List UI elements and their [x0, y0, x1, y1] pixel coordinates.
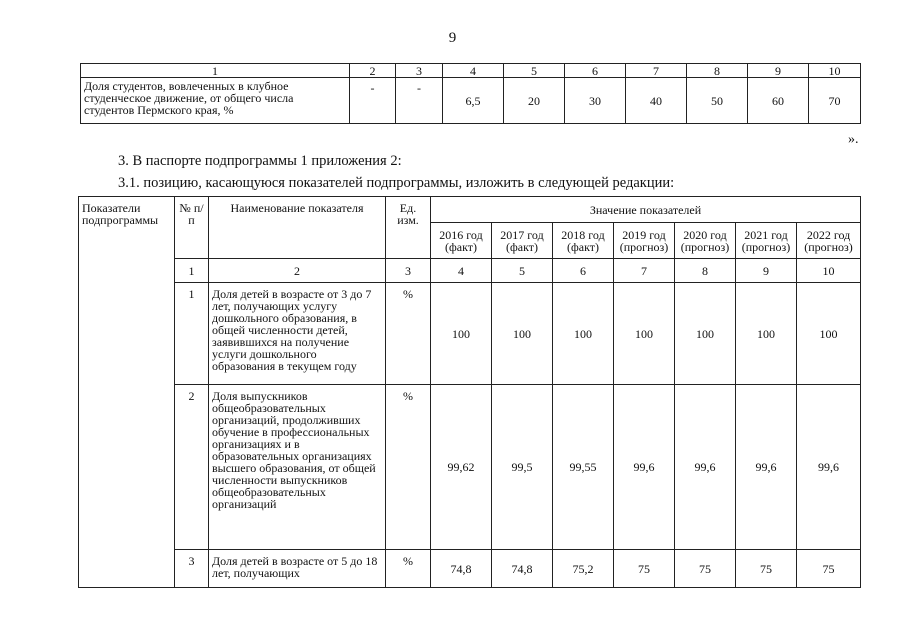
column-number: 3: [386, 259, 431, 283]
indicator-value: 70: [809, 78, 861, 124]
table-row: [79, 550, 861, 588]
column-number: 8: [675, 259, 736, 283]
table-header-row: [81, 64, 861, 78]
indicator-value: 6,5: [443, 78, 504, 124]
column-header-year: 2020 год (прогноз): [675, 223, 736, 259]
indicator-value: 100: [736, 283, 797, 385]
indicator-value: 100: [675, 283, 736, 385]
indicator-value: 75: [675, 550, 736, 588]
table-row: [81, 78, 861, 124]
column-number: 5: [504, 64, 565, 78]
indicator-value: 99,55: [553, 385, 614, 550]
indicator-value: 99,62: [431, 385, 492, 550]
column-number: 1: [175, 259, 209, 283]
indicator-name: Доля детей в возрасте от 3 до 7 лет, получающих услугу дошкольного образования, в общей численности детей, заявившихся на получение услуги дошкольного образования в текущем году: [209, 283, 386, 385]
page-number: 9: [448, 30, 457, 46]
column-header-name: Наименование показателя: [209, 197, 386, 259]
indicator-name: Доля студентов, вовлеченных в клубное студенческое движение, от общего числа студентов Пермского края, %: [81, 78, 350, 124]
column-header-year: 2017 год (факт): [492, 223, 553, 259]
column-number: 9: [748, 64, 809, 78]
indicator-value: 30: [565, 78, 626, 124]
indicator-value: 100: [492, 283, 553, 385]
indicator-value: 99,6: [675, 385, 736, 550]
indicator-value: 74,8: [492, 550, 553, 588]
table-row: [79, 283, 861, 385]
paragraph-3: 3. В паспорте подпрограммы 1 приложения 2:: [118, 153, 402, 169]
indicator-value: 74,8: [431, 550, 492, 588]
indicator-unit: %: [386, 550, 431, 588]
indicator-value: -: [350, 78, 396, 124]
indicator-value: 100: [614, 283, 675, 385]
indicator-value: -: [396, 78, 443, 124]
column-number: 2: [350, 64, 396, 78]
indicator-table-continued: [80, 63, 861, 124]
closing-quote: ».: [848, 132, 859, 147]
column-header-year: 2022 год (прогноз): [797, 223, 861, 259]
column-number: 7: [614, 259, 675, 283]
column-header-year: 2018 год (факт): [553, 223, 614, 259]
column-number: 6: [565, 64, 626, 78]
column-number: 10: [809, 64, 861, 78]
indicator-value: 99,6: [736, 385, 797, 550]
column-header-unit: Ед. изм.: [386, 197, 431, 259]
indicator-unit: %: [386, 283, 431, 385]
indicator-value: 75: [614, 550, 675, 588]
indicator-value: 75: [797, 550, 861, 588]
column-header-values: Значение показателей: [431, 197, 861, 223]
indicator-value: 99,5: [492, 385, 553, 550]
table-numbering-row: [79, 259, 861, 283]
column-number: 6: [553, 259, 614, 283]
indicator-value: 99,6: [614, 385, 675, 550]
indicator-value: 75: [736, 550, 797, 588]
column-number: 7: [626, 64, 687, 78]
column-number: 5: [492, 259, 553, 283]
row-number: 1: [175, 283, 209, 385]
subprogram-indicators-table: [78, 196, 861, 588]
column-number: 1: [81, 64, 350, 78]
section-label: Показатели подпрограммы: [79, 197, 175, 588]
indicator-value: 100: [553, 283, 614, 385]
indicator-value: 50: [687, 78, 748, 124]
indicator-value: 20: [504, 78, 565, 124]
column-number: 3: [396, 64, 443, 78]
indicator-value: 99,6: [797, 385, 861, 550]
column-number: 4: [443, 64, 504, 78]
column-header-number: № п/п: [175, 197, 209, 259]
column-number: 4: [431, 259, 492, 283]
row-number: 2: [175, 385, 209, 550]
column-number: 10: [797, 259, 861, 283]
paragraph-3-1: 3.1. позицию, касающуюся показателей подпрограммы, изложить в следующей редакции:: [118, 175, 675, 191]
table-row: [79, 385, 861, 550]
indicator-unit: %: [386, 385, 431, 550]
indicator-value: 100: [431, 283, 492, 385]
column-header-year: 2016 год (факт): [431, 223, 492, 259]
column-header-year: 2019 год (прогноз): [614, 223, 675, 259]
column-number: 9: [736, 259, 797, 283]
row-number: 3: [175, 550, 209, 588]
column-number: 8: [687, 64, 748, 78]
indicator-value: 75,2: [553, 550, 614, 588]
indicator-name: Доля выпускников общеобразовательных организаций, продолживших обучение в профессиональных организациях и в образовательных организациях высшего образования, от общей численности выпускников общеобразовательных организаций: [209, 385, 386, 550]
column-header-year: 2021 год (прогноз): [736, 223, 797, 259]
indicator-value: 40: [626, 78, 687, 124]
indicator-name: Доля детей в возрасте от 5 до 18 лет, получающих: [209, 550, 386, 588]
indicator-value: 100: [797, 283, 861, 385]
column-number: 2: [209, 259, 386, 283]
indicator-value: 60: [748, 78, 809, 124]
table-header-row: [79, 197, 861, 223]
